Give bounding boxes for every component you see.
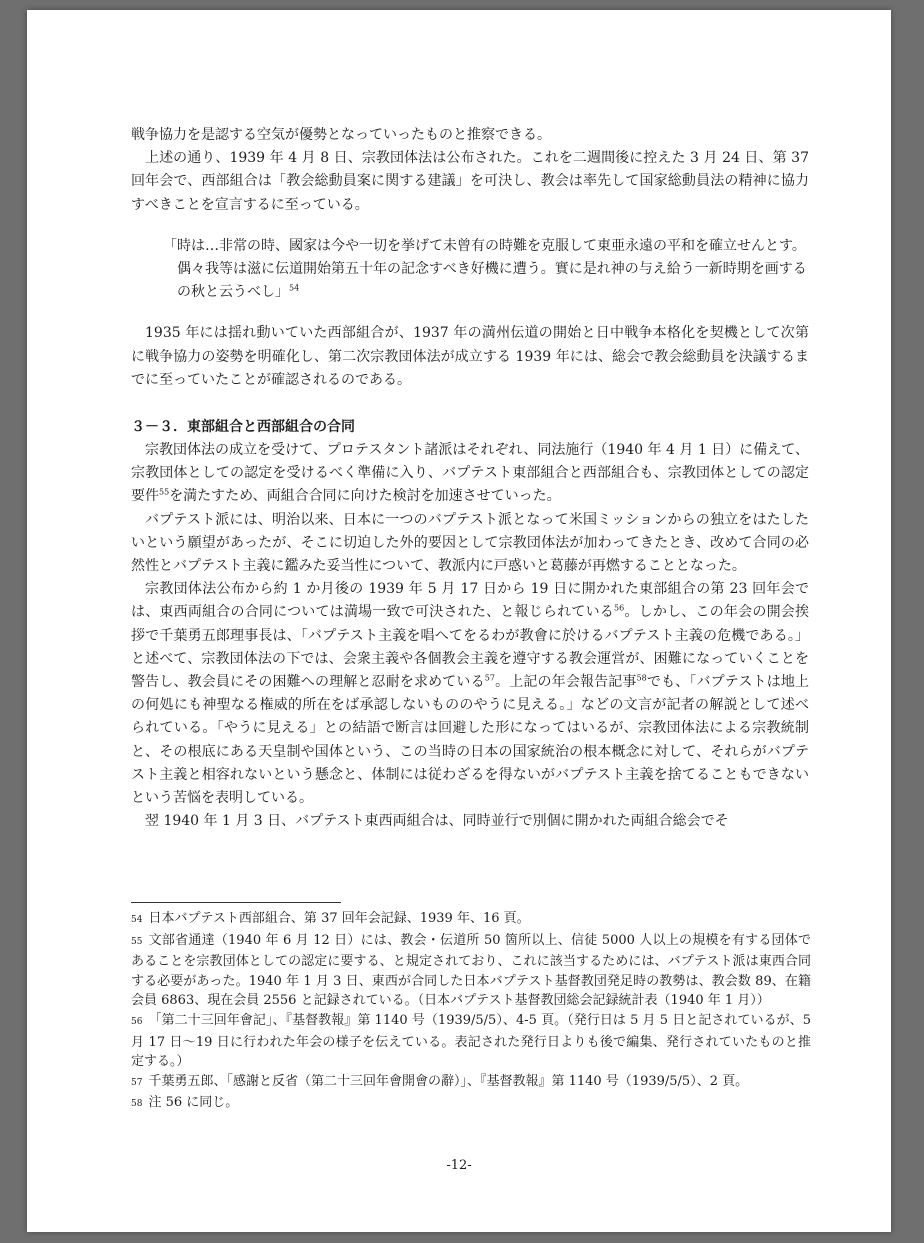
quote-text: 「時は…非常の時、國家は今や一切を挙げて未曾有の時難を克服して東亜永遠の平和を確立せんとす。偶々我等は滋に伝道開始第五十年の記念すべき好機に遭う。實に是れ神の与え給う一新時期を画するの秋と云うべし」 bbox=[163, 237, 807, 301]
paragraph: 宗教団体法の成立を受けて、プロテスタント諸派はそれぞれ、同法施行（1940 年 4 月 1 日）に備えて、宗教団体としての認定を受けるべく準備に入り、バプテスト東部組合と西部組合も、宗教団体としての認定要件$^{55}$を満たすため、両組合合同に向けた検討を加速させていった。 bbox=[131, 442, 809, 505]
block-quote bbox=[163, 235, 815, 305]
paragraph: バプテスト派には、明治以来、日本に一つのバプテスト派となって米国ミッションからの独立をはたしたいという願望があったが、そこに切迫した外的要因として宗教団体法が加わってきたとき、改めて合同の必然性とバプテスト主義に鑑みた妥当性について、教派内に戸惑いと葛藤が再燃することとなった。 bbox=[131, 511, 809, 575]
footnote-ref[interactable]: 56 bbox=[614, 603, 625, 613]
document-page bbox=[27, 10, 891, 1232]
paragraph: 翌 1940 年 1 月 3 日、バプテスト東西両組合は、同時並行で別個に開かれた両組合総会でそ bbox=[145, 813, 729, 830]
footnote: 55 文部省通達（1940 年 6 月 12 日）には、教会・伝道所 50 箇所以上、信徒 5000 人以上の規模を有する団体であることを宗教団体としての認定に要する、と規定されており、これに該当するためには、バプテスト派は東西合同する必要があった。1940 年 1 月 3 日、東西が合同した日本バプテスト基督教団発足時の教勢は、教会数 89、在籍会員 6863、現在会員 2556 と記録されている。（日本バプテスト基督教団総会記録統計表（1940 年 1 月）） bbox=[131, 932, 811, 1009]
footnote-ref[interactable]: 57 bbox=[484, 673, 495, 683]
footnote: 54 日本バプテスト西部組合、第 37 回年会記録、1939 年、16 頁。 bbox=[131, 911, 530, 926]
footnote: 57 千葉勇五郎、「感謝と反省（第二十三回年會開會の辭）」、『基督教報』第 1140 号（1939/5/5）、2 頁。 bbox=[131, 1073, 749, 1089]
footnotes bbox=[131, 909, 811, 1115]
section-heading: ３－３．東部組合と西部組合の合同 bbox=[131, 419, 355, 436]
paragraph: 上述の通り、1939 年 4 月 8 日、宗教団体法は公布された。これを二週間後に控えた 3 月 24 日、第 37 回年会で、西部組合は「教会総動員案に関する建議」を可決し、教会は率先して国家総動員法の精神に協力すべきことを宣言するに至っている。 bbox=[131, 150, 809, 213]
footnote-divider bbox=[131, 902, 341, 903]
footnote-ref[interactable]: 55 bbox=[159, 487, 170, 497]
footnote-ref[interactable]: 54 bbox=[289, 283, 300, 293]
paragraph: 宗教団体法公布から約 1 か月後の 1939 年 5 月 17 日から 19 日に開かれた東部組合の第 23 回年会では、東西両組合の合同については満場一致で可決された、と報じられている$^{56}$。しかし、この年会の開会挨拶で千葉勇五郎理事長は、「バプテスト主義を唱へてをるわが教會に於けるバプテスト主義の危機である。」と述べて、宗教団体法の下では、会衆主義や各個教会主義を遵守する教会運営が、困難になっていくことを警告し、教会員にその困難への理解と忍耐を求めている$^{57}$。上記の年会報告記事$^{58}$でも、「バプテストは地上の何処にも神聖なる権威的所在をば承認しないもののやうに見える。」などの文言が記者の解説として述べられている。「やうに見える」との結語で断言は回避した形になってはいるが、宗教団体法による宗教統制と、その根底にある天皇制や国体という、この当時の日本の国家統治の根本概念に対して、それらがバプテスト主義と相容れないという懸念と、体制には従わざるを得ないがバプテスト主義を捨てることもできないという苦悩を表明している。 bbox=[131, 581, 810, 807]
footnote-ref[interactable]: 58 bbox=[636, 673, 647, 683]
paragraph: 1935 年には揺れ動いていた西部組合が、1937 年の満州伝道の開始と日中戦争本格化を契機として次第に戦争協力の姿勢を明確化し、第二次宗教団体法が成立する 1939 年には、総会で教会総動員を決議するまでに至っていたことが確認されるのである。 bbox=[131, 325, 809, 388]
main-text bbox=[131, 124, 809, 833]
footnote: 58 注 56 に同じ。 bbox=[131, 1095, 239, 1111]
page-number: -12- bbox=[446, 1158, 472, 1173]
footnote: 56 「第二十三回年會記」、『基督教報』第 1140 号（1939/5/5）、4-5 頁。（発行日は 5 月 5 日と記されているが、5 月 17 日～19 日に行われた年会の様子を伝えている。表記された発行日よりも後で編集、発行されていたものと推定する。） bbox=[131, 1012, 811, 1070]
paragraph: 戦争協力を是認する空気が優勢となっていったものと推察できる。 bbox=[131, 127, 551, 143]
